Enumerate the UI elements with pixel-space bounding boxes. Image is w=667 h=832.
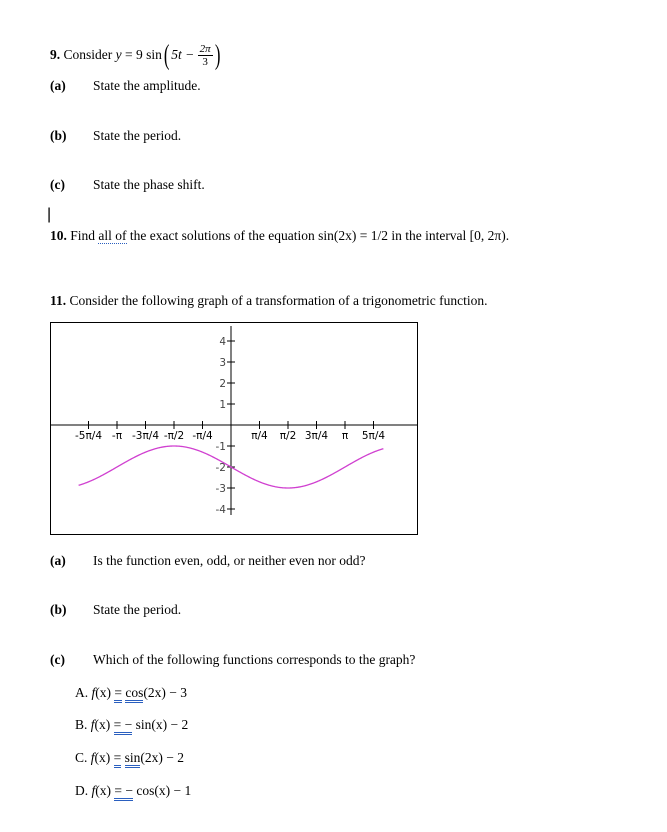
x-tick-label: 3π/4 — [304, 430, 329, 442]
x-tick-label: 5π/4 — [361, 430, 386, 442]
x-tick-label: -3π/4 — [131, 430, 160, 442]
choice-c: C. f(x) = sin(2x) − 2 — [75, 750, 184, 766]
q9-equals: = 9 sin — [125, 47, 162, 62]
spell-flag: all of — [98, 228, 127, 243]
q11-stem: 11. Consider the following graph of a transformation of a trigonometric function. — [50, 293, 488, 308]
choice-a: A. f(x) = cos(2x) − 3 — [75, 685, 187, 701]
graph-frame — [51, 323, 418, 535]
q10-stem: 10. Find all of the exact solutions of the equation sin(2x) = 1/2 in the interval [0, 2π). — [50, 228, 510, 243]
x-tick-label: -π — [111, 430, 123, 442]
q9-fraction: $\frac{2\pi}{3}$ — [199, 43, 211, 69]
right-paren: ) — [214, 39, 221, 71]
q9-part-a: (a) State the amplitude. — [50, 78, 201, 93]
q11-part-a: (a) Is the function even, odd, or neither even nor odd? — [50, 553, 366, 568]
y-tick-label: -4 — [215, 504, 226, 516]
q9-number: 9. — [50, 47, 61, 62]
y-tick-label: 3 — [219, 357, 226, 369]
q9-intro: Consider — [63, 47, 113, 62]
y-tick-label: 4 — [219, 336, 226, 348]
q9-stem — [50, 38, 222, 72]
y-tick-label: 1 — [219, 399, 226, 411]
x-tick-label: π/2 — [279, 430, 297, 442]
y-tick-label: -1 — [215, 441, 226, 453]
q9-inner: 5t − — [171, 47, 195, 62]
q11-part-b: (b) State the period. — [50, 602, 182, 617]
x-tick-label: -5π/4 — [74, 430, 103, 442]
y-tick-label: -3 — [215, 483, 226, 495]
q9-part-c: (c) State the phase shift. — [50, 177, 205, 192]
y-tick-label: -2 — [215, 462, 226, 474]
y-tick-label: 2 — [219, 378, 226, 390]
x-tick-label: -π/4 — [192, 430, 213, 442]
choice-b: B. f(x) = − sin(x) − 2 — [75, 717, 188, 733]
trig-graph — [50, 322, 418, 535]
x-tick-label: π — [341, 430, 349, 442]
x-tick-label: -π/2 — [163, 430, 185, 442]
q9-y: y — [115, 47, 122, 62]
text-cursor: | — [47, 206, 52, 223]
q11-part-c: (c) Which of the following functions corresponds to the graph? — [50, 652, 416, 667]
x-tick-label: π/4 — [251, 430, 268, 442]
q9-part-b: (b) State the period. — [50, 128, 182, 143]
choice-d: D. f(x) = − cos(x) − 1 — [75, 783, 191, 799]
left-paren: ( — [163, 39, 170, 71]
